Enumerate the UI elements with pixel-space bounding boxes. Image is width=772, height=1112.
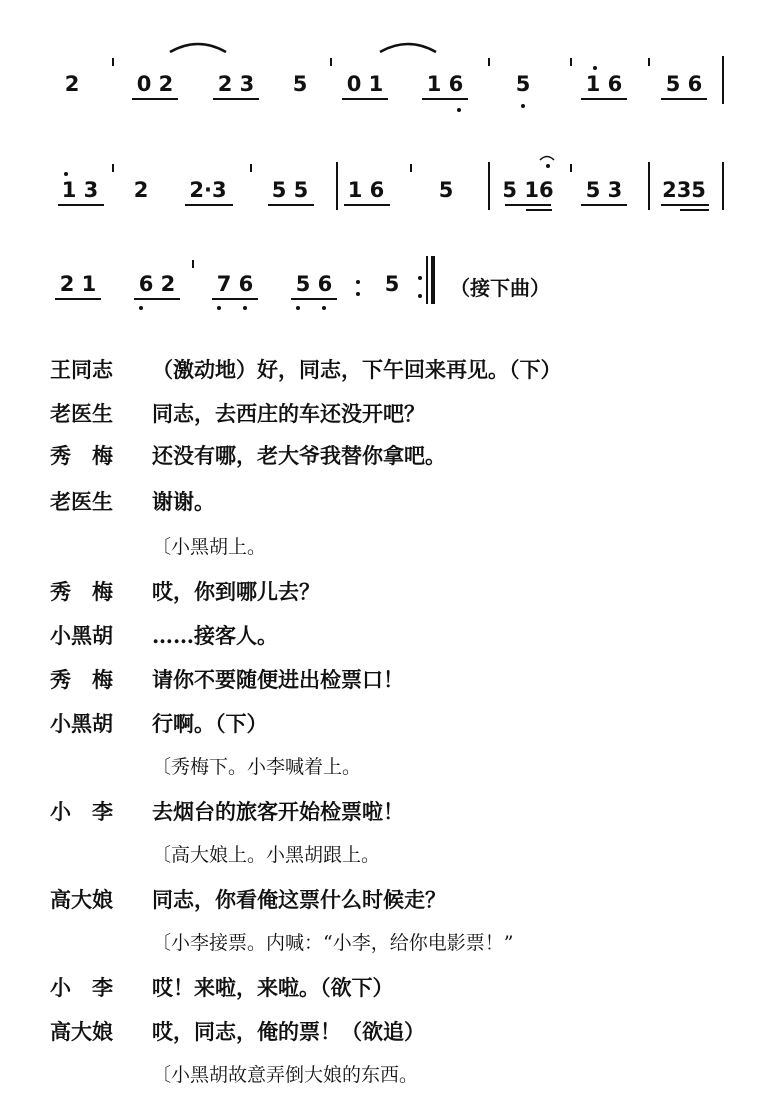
dialogue-line (0, 796, 772, 836)
dialogue-text: ……接客人。 (152, 623, 278, 648)
dialogue-line (0, 440, 772, 480)
speaker-name: 老医生 (50, 489, 113, 514)
speaker-name: 老医生 (50, 401, 113, 426)
note-group: 6 2 (138, 272, 176, 296)
note-group: 5 6 (295, 272, 333, 296)
dialogue-line (0, 708, 772, 748)
beam (526, 209, 552, 211)
beam (505, 204, 551, 206)
stage-direction (0, 1060, 772, 1100)
beam (213, 98, 259, 100)
beam (581, 204, 627, 206)
note-group: 5 16 (502, 178, 554, 202)
dialogue-text: 去烟台的旅客开始检票啦！ (152, 799, 404, 824)
repeat-dot (418, 294, 422, 298)
beam (342, 98, 388, 100)
octave-dot (457, 108, 461, 112)
slur-mark (170, 44, 226, 52)
speaker-name: 小黑胡 (50, 623, 113, 648)
stage-direction (0, 752, 772, 792)
note-group: 1 3 (61, 178, 99, 202)
bar-tick (570, 58, 572, 66)
note-group: 5 6 (665, 72, 703, 96)
beam (132, 98, 178, 100)
bar-line (336, 162, 338, 210)
dialogue-line (0, 354, 772, 394)
dialogue-text: 请你不要随便进出检票口！ (152, 667, 404, 692)
speaker-name: 王同志 (50, 357, 113, 382)
beam (185, 204, 233, 206)
continue-label: （接下曲） (450, 276, 550, 300)
music-score (0, 0, 772, 330)
beam (134, 298, 180, 300)
speaker-name: 秀 梅 (50, 443, 113, 468)
note-group: 1 6 (585, 72, 623, 96)
beam (661, 204, 709, 206)
speaker-name: 秀 梅 (50, 579, 113, 604)
note-group: 5 (438, 178, 454, 202)
dialogue-line (0, 486, 772, 526)
beam (58, 204, 104, 206)
note-group: 235 (662, 178, 706, 202)
bar-line (426, 256, 428, 304)
bar-tick (112, 164, 114, 172)
note-group: 5 (515, 72, 531, 96)
bar-tick (410, 164, 412, 172)
bar-line (648, 162, 650, 210)
bar-line (488, 162, 490, 210)
speaker-name: 小黑胡 (50, 711, 113, 736)
octave-dot (521, 104, 525, 108)
bar-tick (648, 58, 650, 66)
dialogue-line (0, 576, 772, 616)
note-group: 2 1 (59, 272, 97, 296)
beam (581, 98, 627, 100)
dialogue-text: 同志，去西庄的车还没开吧？ (152, 401, 425, 426)
dialogue-text: 还没有哪，老大爷我替你拿吧。 (152, 443, 446, 468)
beam (422, 98, 468, 100)
dialogue-line (0, 620, 772, 660)
octave-dot (139, 306, 143, 310)
dialogue-line (0, 664, 772, 704)
note-group: 5 3 (585, 178, 623, 202)
stage-direction (0, 928, 772, 968)
slur-mark (380, 44, 436, 52)
dialogue-text: 哎，同志，俺的票！（欲追） (152, 1019, 425, 1044)
score-line-2 (0, 178, 772, 238)
score-line-3 (0, 272, 772, 332)
tie-mark (540, 157, 554, 161)
stage-direction-text: 〔高大娘上。小黑胡跟上。 (152, 844, 381, 866)
dialogue-line (0, 1016, 772, 1056)
note-group: 2 3 (217, 72, 255, 96)
stage-direction-text: 〔小李接票。内喊：“小李，给你电影票！” (152, 932, 514, 954)
stage-direction-text: 〔小黑胡故意弄倒大娘的东西。 (152, 1064, 419, 1086)
dialogue-line (0, 972, 772, 1012)
speaker-name: 高大娘 (50, 1019, 113, 1044)
octave-dot (64, 172, 68, 176)
stage-direction (0, 532, 772, 572)
bar-tick (192, 260, 194, 268)
beam (661, 98, 707, 100)
bar-line (722, 56, 724, 104)
note-group: 5 (292, 72, 308, 96)
speaker-name: 小 李 (50, 799, 113, 824)
bar-tick (112, 58, 114, 66)
dialogue-text: 行啊。（下） (152, 711, 268, 736)
dialogue-line (0, 398, 772, 438)
beam (212, 298, 258, 300)
bar-tick (330, 58, 332, 66)
octave-dot (546, 164, 550, 168)
beam (291, 298, 337, 300)
octave-dot (296, 306, 300, 310)
octave-dot (322, 306, 326, 310)
note-group: 1 6 (347, 178, 385, 202)
dialogue-text: 哎！来啦，来啦。（欲下） (152, 975, 394, 1000)
dialogue-text: 谢谢。 (152, 489, 215, 514)
note-group: 2 (64, 72, 80, 96)
speaker-name: 秀 梅 (50, 667, 113, 692)
note-group: 1 6 (426, 72, 464, 96)
score-line-1 (0, 72, 772, 132)
dialogue-text: 哎，你到哪儿去？ (152, 579, 320, 604)
beam (680, 209, 709, 211)
note-group: 5 (384, 272, 400, 296)
repeat-dot (356, 280, 360, 284)
note-group: 5 5 (271, 178, 309, 202)
note-group: 7 6 (216, 272, 254, 296)
beam (344, 204, 390, 206)
dialogue-text: （激动地）好，同志，下午回来再见。（下） (152, 357, 562, 382)
octave-dot (243, 306, 247, 310)
note-group: 2 (133, 178, 149, 202)
speaker-name: 高大娘 (50, 887, 113, 912)
octave-dot (593, 66, 597, 70)
bar-line (722, 162, 724, 210)
speaker-name: 小 李 (50, 975, 113, 1000)
note-group: 2·3 (189, 178, 227, 202)
final-bar (431, 256, 435, 304)
bar-tick (250, 164, 252, 172)
note-group: 0 2 (136, 72, 174, 96)
bar-tick (488, 58, 490, 66)
octave-dot (217, 306, 221, 310)
repeat-dot (356, 292, 360, 296)
dialogue-text: 同志，你看俺这票什么时候走？ (152, 887, 446, 912)
stage-direction (0, 840, 772, 880)
stage-direction-text: 〔秀梅下。小李喊着上。 (152, 756, 362, 778)
beam (268, 204, 314, 206)
note-group: 0 1 (346, 72, 384, 96)
beam (55, 298, 101, 300)
dialogue-line (0, 884, 772, 924)
repeat-dot (418, 276, 422, 280)
stage-direction-text: 〔小黑胡上。 (152, 536, 267, 558)
bar-tick (570, 164, 572, 172)
